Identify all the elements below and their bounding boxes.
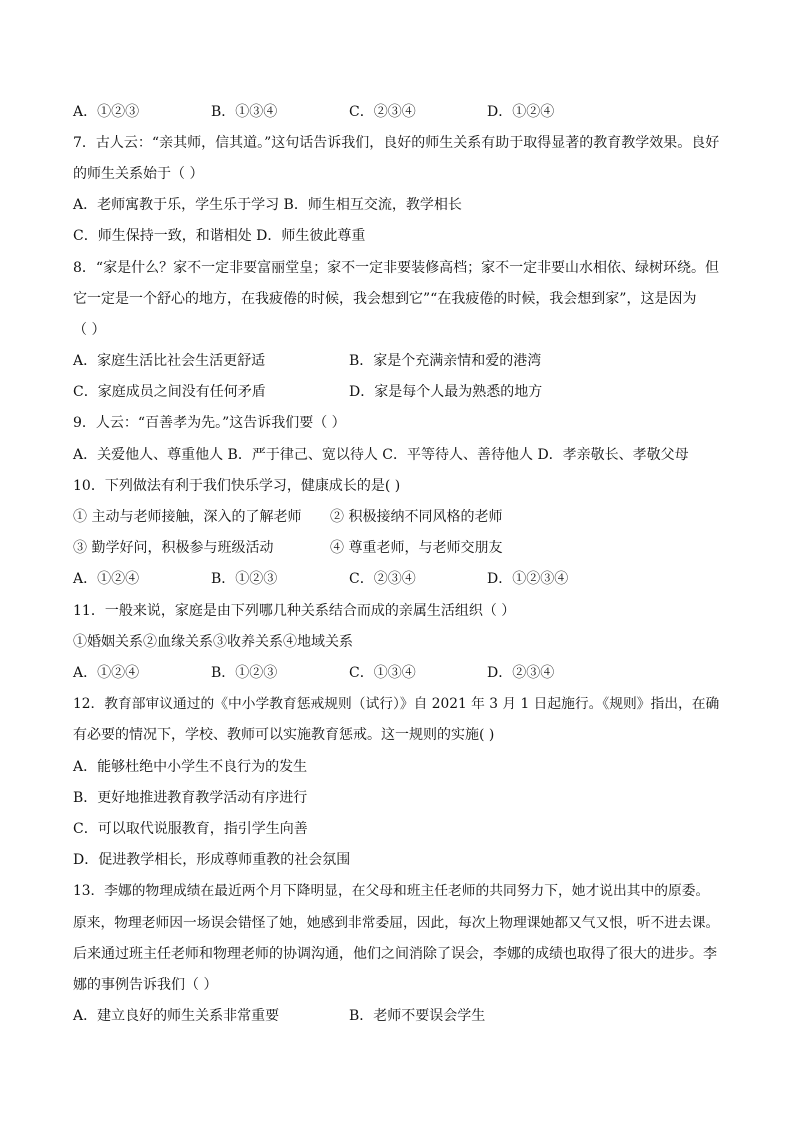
q10-statement-2: ② 积极接纳不同风格的老师 — [330, 509, 503, 525]
q8-stem-line2: 它一定是一个舒心的地方，在我疲倦的时候，我会想到它”“在我疲倦的时候，我会想到家”，这是因为 — [73, 291, 697, 307]
q12-stem-line2: 有必要的情况下，学校、教师可以实施教育惩戒。这一规则的实施( ) — [73, 727, 495, 743]
q10-option-d: D．①②③④ — [487, 571, 569, 587]
q11-stem: 11．一般来说，家庭是由下列哪几种关系结合而成的亲属生活组织（ ） — [73, 603, 516, 619]
q7-options-cd: C．师生保持一致，和谐相处 D．师生彼此尊重 — [73, 228, 366, 244]
q12-option-c: C．可以取代说服教育，指引学生向善 — [73, 821, 308, 837]
q8-stem-line3: （ ） — [73, 322, 106, 338]
q10-statement-4: ④ 尊重老师，与老师交朋友 — [330, 540, 503, 556]
q8-option-a: A．家庭生活比社会生活更舒适 — [73, 353, 266, 369]
q7-options-ab: A．老师寓教于乐，学生乐于学习 B．师生相互交流，教学相长 — [73, 197, 462, 213]
q12-stem-line1: 12．教育部审议通过的《中小学教育惩戒规则（试行）》自 2021 年 3 月 1 日起施行。《规则》指出，在确 — [73, 696, 720, 712]
q8-option-c: C．家庭成员之间没有任何矛盾 — [73, 384, 266, 400]
q8-option-d: D．家是每个人最为熟悉的地方 — [349, 384, 543, 400]
q6-option-d: D．①②④ — [487, 104, 555, 120]
q10-option-b: B．①②③ — [211, 571, 278, 587]
q10-option-a: A．①②④ — [73, 571, 140, 587]
q7-stem-line1: 7．古人云：“亲其师，信其道。”这句话告诉我们，良好的师生关系有助于取得显著的教育教学效果。良好 — [73, 135, 720, 151]
q11-statements: ①婚姻关系②血缘关系③收养关系④地域关系 — [73, 634, 353, 650]
q13-stem-line1: 13．李娜的物理成绩在最近两个月下降明显，在父母和班主任老师的共同努力下，她才说出其中的原委。 — [73, 883, 710, 899]
q13-stem-line3: 后来通过班主任老师和物理老师的协调沟通，他们之间消除了误会，李娜的成绩也取得了很大的进步。李 — [73, 946, 717, 962]
q6-option-c: C．②③④ — [349, 104, 416, 120]
q10-option-c: C．②③④ — [349, 571, 416, 587]
q13-option-a: A．建立良好的师生关系非常重要 — [73, 1008, 280, 1024]
q9-stem: 9．人云：“百善孝为先。”这告诉我们要（ ） — [73, 415, 346, 431]
q9-options: A．关爱他人、尊重他人 B．严于律己、宽以待人 C．平等待人、善待他人 D．孝亲敬长、孝敬父母 — [73, 447, 689, 463]
q10-statement-3: ③ 勤学好问，积极参与班级活动 — [73, 540, 274, 556]
q12-option-b: B．更好地推进教育教学活动有序进行 — [73, 790, 308, 806]
q11-option-a: A．①②④ — [73, 665, 140, 681]
q11-option-b: B．①②③ — [211, 665, 278, 681]
q8-stem-line1: 8．“家是什么？家不一定非要富丽堂皇；家不一定非要装修高档；家不一定非要山水相依、绿树环绕。但 — [73, 260, 720, 276]
q8-option-b: B．家是个充满亲情和爱的港湾 — [349, 353, 542, 369]
q7-stem-line2: 的师生关系始于（ ） — [73, 166, 204, 182]
q10-stem: 10．下列做法有利于我们快乐学习，健康成长的是( ) — [73, 478, 401, 494]
q13-stem-line4: 娜的事例告诉我们（ ） — [73, 977, 218, 993]
q13-option-b: B．老师不要误会学生 — [349, 1008, 486, 1024]
q11-option-c: C．①③④ — [349, 665, 416, 681]
q6-option-a: A．①②③ — [73, 104, 140, 120]
q11-option-d: D．②③④ — [487, 665, 555, 681]
q12-option-d: D．促进教学相长，形成尊师重教的社会氛围 — [73, 852, 351, 868]
q10-statement-1: ① 主动与老师接触，深入的了解老师 — [73, 509, 302, 525]
q12-option-a: A．能够杜绝中小学生不良行为的发生 — [73, 759, 308, 775]
q13-stem-line2: 原来，物理老师因一场误会错怪了她，她感到非常委屈，因此，每次上物理课她都又气又恨，听不进去课。 — [73, 915, 720, 931]
q6-option-b: B．①③④ — [211, 104, 278, 120]
